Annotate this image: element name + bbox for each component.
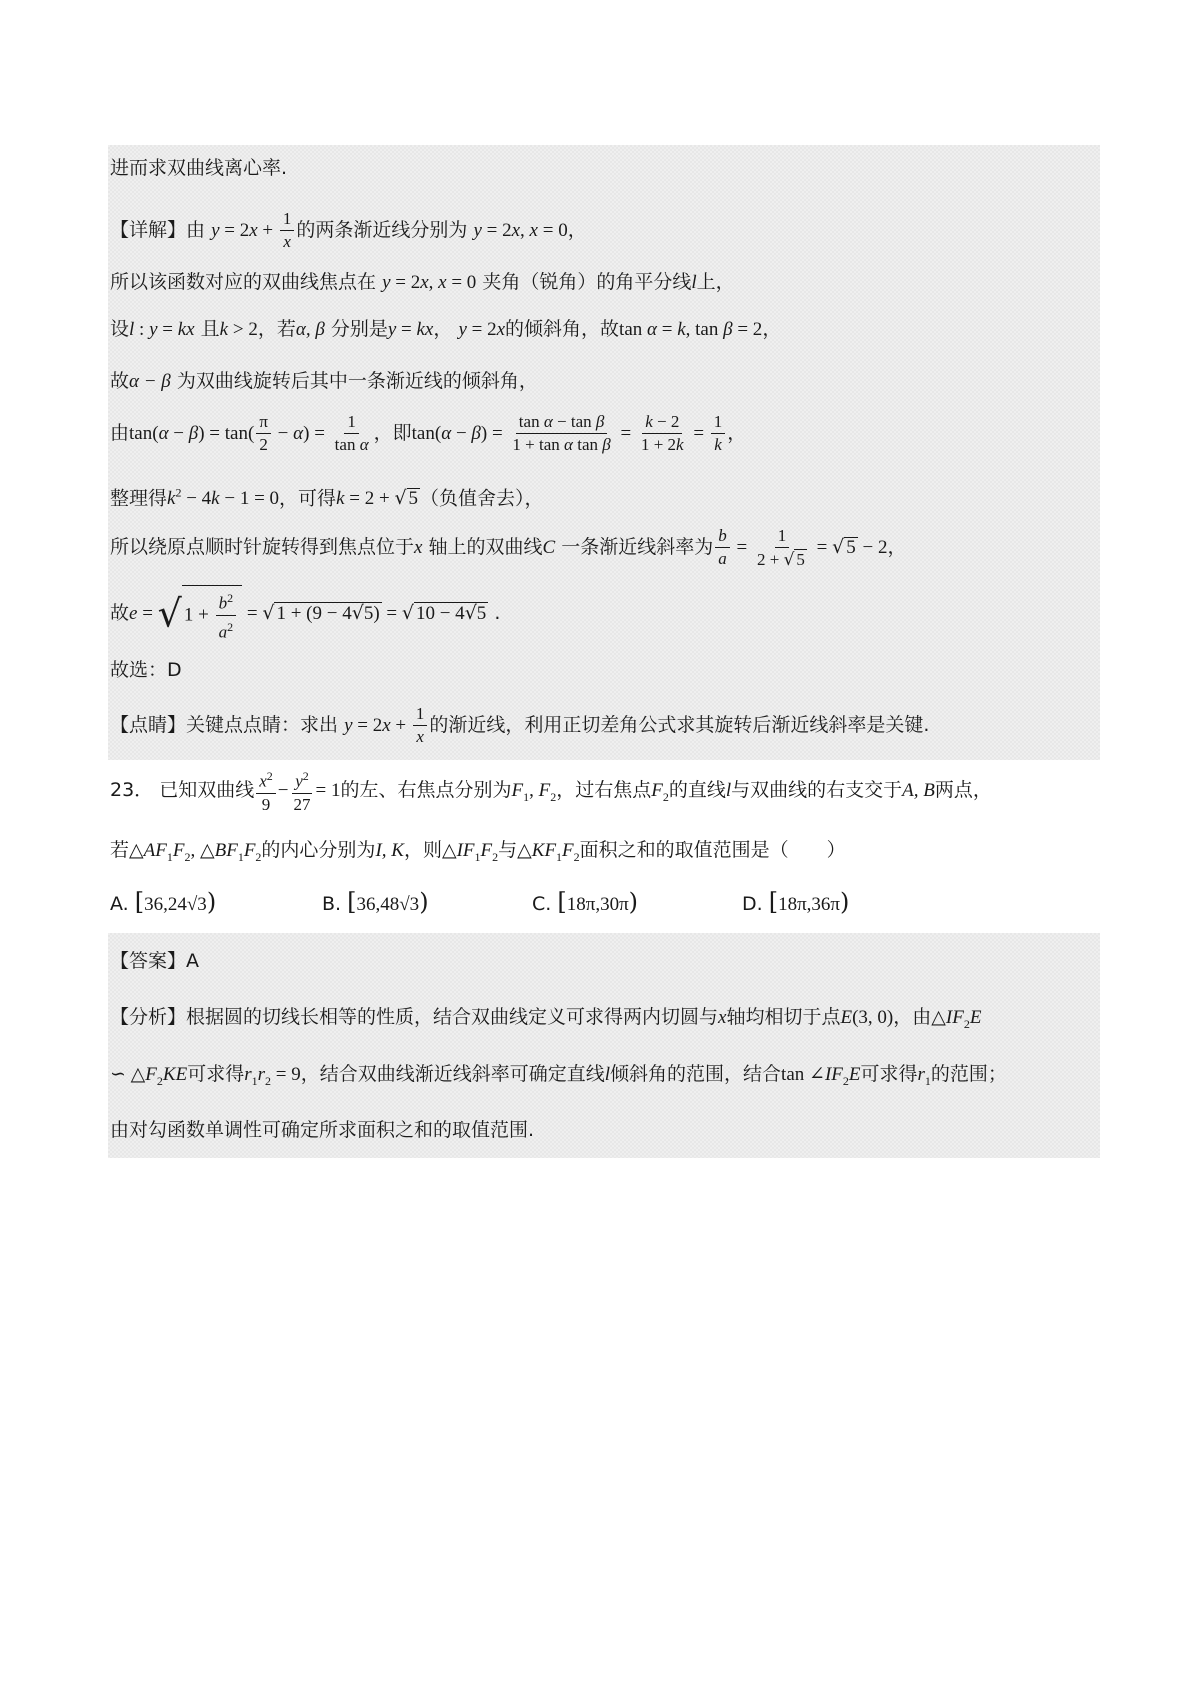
- text: 面积之和的取值范围是（ ）: [579, 839, 846, 861]
- formula: $\triangle AF_1F_2$, $\triangle BF_1F_2$: [129, 840, 262, 864]
- formula: $\triangle KF_1F_2$: [517, 840, 580, 864]
- text: 且: [200, 318, 220, 340]
- text: ，即: [373, 422, 412, 444]
- analysis-line-3: [110, 1118, 1104, 1142]
- text: 已知双曲线: [159, 778, 255, 801]
- formula: k > 2: [219, 319, 258, 340]
- fraction: $\frac{\pi}{2}$: [256, 412, 271, 455]
- point-tag: 【点睛】: [110, 714, 187, 736]
- text: 可求得: [860, 1063, 918, 1085]
- text: 设: [110, 318, 130, 340]
- formula: k = 2 + √ 5: [336, 487, 419, 510]
- text: ，由: [893, 1006, 932, 1028]
- formula: ∽ $\triangle F_2KE$: [110, 1064, 188, 1088]
- formula: y = 2x, x = 0: [382, 272, 477, 293]
- text: 两点，: [934, 778, 992, 801]
- formula: α − β: [129, 371, 171, 392]
- formula: l : y = kx: [129, 319, 195, 340]
- formula: E(3, 0): [840, 1007, 894, 1028]
- fraction: $\frac{1}{\text{tan α}}$: [334, 412, 369, 454]
- fraction: $\frac{\text{tan α − tan β}}{\text{1 + tan α tan β}}$: [512, 412, 611, 454]
- option-value: 18π,36π: [778, 894, 841, 915]
- text: 根据圆的切线长相等的性质，结合双曲线定义可求得两内切圆与: [186, 1006, 719, 1028]
- text: 一条渐近线斜率为: [561, 536, 714, 558]
- text: 故: [110, 602, 130, 625]
- text: ，若: [257, 318, 296, 340]
- option-value: 18π,30π: [566, 894, 629, 915]
- formula: l: [725, 779, 732, 801]
- radicand: 1 + $\frac{b^2}{a^2}$: [182, 585, 242, 642]
- text: 的左、右焦点分别为: [340, 778, 512, 801]
- solution-line-6: 由tan(α − β) = tan( $\frac{\pi}{2}$ − α) = $\frac{1}{\text{tan α}}$ ，即tan(α − β) = $\frac{\text{tan α − tan β}}{\text{1 + tan α tan β}}$ = $\frac{k - 2}{1 + 2k}$ = $\frac{1}{k}$ ，: [110, 412, 747, 454]
- text: 所以该函数对应的双曲线焦点在: [110, 271, 377, 293]
- option-value: 36,24√3: [144, 894, 207, 915]
- analysis-line-1: [110, 1005, 1104, 1036]
- formula: I, K: [375, 840, 404, 861]
- formula: $\tan \angle IF_2E$: [781, 1064, 861, 1088]
- option-b[interactable]: B. [36,48√3): [322, 888, 429, 916]
- formula: l: [604, 1064, 611, 1085]
- question-line-1: 23． 已知双曲线 $\frac{x^2}{9}$ − $\frac{y^2}{27}$ = 1的左、右焦点分别为$F_1$, $F_2$，过右焦点$F_2$的直线l与双曲线的右支交于A, B两点，: [110, 766, 1104, 812]
- text: ，则: [403, 839, 442, 861]
- fraction: $\frac{x^2}{9}$: [256, 766, 276, 815]
- text: .: [494, 602, 501, 625]
- answer-tag: 【答案】: [110, 950, 187, 972]
- analysis-line-2: [110, 1062, 1104, 1093]
- text: 由对勾函数单调性可确定所求面积之和的取值范围.: [110, 1119, 535, 1141]
- text: 倾斜角的范围，结合: [610, 1063, 782, 1085]
- text: 整理得: [110, 487, 168, 510]
- formula: l: [691, 272, 697, 293]
- text: 故选：D: [110, 659, 182, 681]
- text: 故: [110, 370, 130, 392]
- fraction: $\frac{1}{2 + √ 5}$: [756, 525, 805, 570]
- text: 的直线: [668, 778, 726, 801]
- formula: C: [542, 537, 556, 558]
- option-c[interactable]: C. [18π,30π): [532, 888, 639, 916]
- formula: x: [414, 537, 423, 558]
- option-label: A.: [110, 893, 129, 915]
- text: ，结合双曲线渐近线斜率可确定直线: [300, 1063, 605, 1085]
- text: 由: [186, 219, 206, 241]
- formula: A, B: [902, 779, 935, 801]
- fraction: $\frac{1}{x}$: [280, 209, 295, 252]
- text: 分别是: [330, 318, 388, 340]
- fraction: $\frac{1}{k}$: [711, 412, 726, 455]
- text: 的渐近线，利用正切差角公式求其旋转后渐近线斜率是关键.: [429, 714, 930, 736]
- solution-line-1: [110, 156, 1104, 180]
- formula: $\triangle IF_1F_2$: [441, 840, 499, 864]
- answer-value: A: [186, 950, 200, 972]
- solution-line-9: 故e = √ 1 + $\frac{b^2}{a^2}$ = √ 1 + (9 − 4√5) = √ 10 − 4√5 .: [110, 585, 1104, 637]
- solution-line-11: [110, 703, 1104, 747]
- formula: $\triangle IF_2E$: [931, 1007, 982, 1031]
- solution-line-8: 所以绕原点顺时针旋转得到焦点位于x 轴上的双曲线C 一条渐近线斜率为 $\frac{b}{a}$ = $\frac{1}{2 + √ 5}$ = √ 5 − 2，: [110, 525, 907, 570]
- formula: y = 2x +: [211, 220, 278, 241]
- text: 的倾斜角，故: [505, 318, 620, 340]
- text: 与双曲线的右支交于: [731, 778, 903, 801]
- formula: $F_2$: [651, 779, 669, 804]
- text: 与: [498, 839, 518, 861]
- option-a[interactable]: A. [36,24√3): [110, 888, 217, 916]
- formula: $r_1$: [917, 1064, 931, 1088]
- formula: tan(α − β) =: [411, 423, 508, 444]
- detail-tag: 【详解】: [110, 219, 187, 241]
- text: 为双曲线旋转后其中一条渐近线的倾斜角，: [176, 370, 538, 392]
- solution-line-3: [110, 270, 1104, 295]
- text: ，: [567, 219, 587, 241]
- solution-line-10: [110, 658, 1104, 682]
- solution-line-2: [110, 208, 1104, 252]
- fraction: $\frac{k - 2}{1 + 2k}$: [640, 412, 684, 454]
- option-label: D.: [742, 893, 763, 915]
- text: ，: [887, 536, 907, 558]
- formula: $F_1$, $F_2$: [511, 779, 557, 804]
- solution-line-4: [110, 317, 1104, 342]
- text: 关键点点睛：求出: [186, 714, 339, 736]
- text: 的范围；: [930, 1063, 1007, 1085]
- formula: − α) =: [272, 423, 330, 444]
- text: 轴均相切于点: [726, 1006, 841, 1028]
- fraction: $\frac{1}{x}$: [413, 704, 428, 747]
- formula: y = 2x: [458, 319, 506, 340]
- text: ，: [433, 318, 453, 340]
- option-value: 36,48√3: [356, 894, 420, 915]
- formula: e: [129, 603, 138, 625]
- question-line-2: [110, 838, 1104, 869]
- analysis-tag: 【分析】: [110, 1006, 187, 1028]
- fraction: $\frac{b^2}{a^2}$: [216, 588, 237, 642]
- question-number: 23．: [110, 778, 154, 801]
- text: （负值舍去），: [420, 487, 544, 510]
- formula: $r_1r_2 = 9$: [244, 1064, 301, 1088]
- solution-line-5: [110, 369, 1104, 394]
- answer-line: [110, 949, 1104, 973]
- formula: y = kx: [387, 319, 434, 340]
- text: ，: [762, 318, 782, 340]
- formula: y = 2x +: [344, 715, 411, 736]
- formula: tan(α − β) = tan(: [129, 423, 255, 444]
- text: ，过右焦点: [556, 778, 652, 801]
- option-label: B.: [322, 893, 342, 915]
- solution-line-7: [110, 481, 1104, 511]
- text: 若: [110, 839, 130, 861]
- formula: tan α = k, tan β = 2: [619, 319, 763, 340]
- option-label: C.: [532, 893, 552, 915]
- text: 夹角（锐角）的角平分线: [482, 271, 692, 293]
- fraction: $\frac{y^2}{27}$: [291, 766, 314, 815]
- option-d[interactable]: D. [18π,36π): [742, 888, 850, 916]
- text: 可求得: [187, 1063, 245, 1085]
- formula: $k^2 - 4k - 1 = 0$: [167, 486, 280, 510]
- text: 的内心分别为: [261, 839, 376, 861]
- text: 的两条渐近线分别为: [296, 219, 468, 241]
- text: ，可得: [279, 487, 337, 510]
- formula: x: [718, 1007, 727, 1028]
- text: ，: [727, 422, 747, 444]
- text: 轴上的双曲线: [428, 536, 543, 558]
- text: 上，: [696, 271, 735, 293]
- text: 由: [110, 422, 130, 444]
- formula: α, β: [295, 319, 325, 340]
- text: 进而求双曲线离心率.: [110, 157, 288, 179]
- text: 所以绕原点顺时针旋转得到焦点位于: [110, 536, 415, 558]
- fraction: $\frac{b}{a}$: [715, 526, 730, 569]
- formula: y = 2x, x = 0: [473, 220, 568, 241]
